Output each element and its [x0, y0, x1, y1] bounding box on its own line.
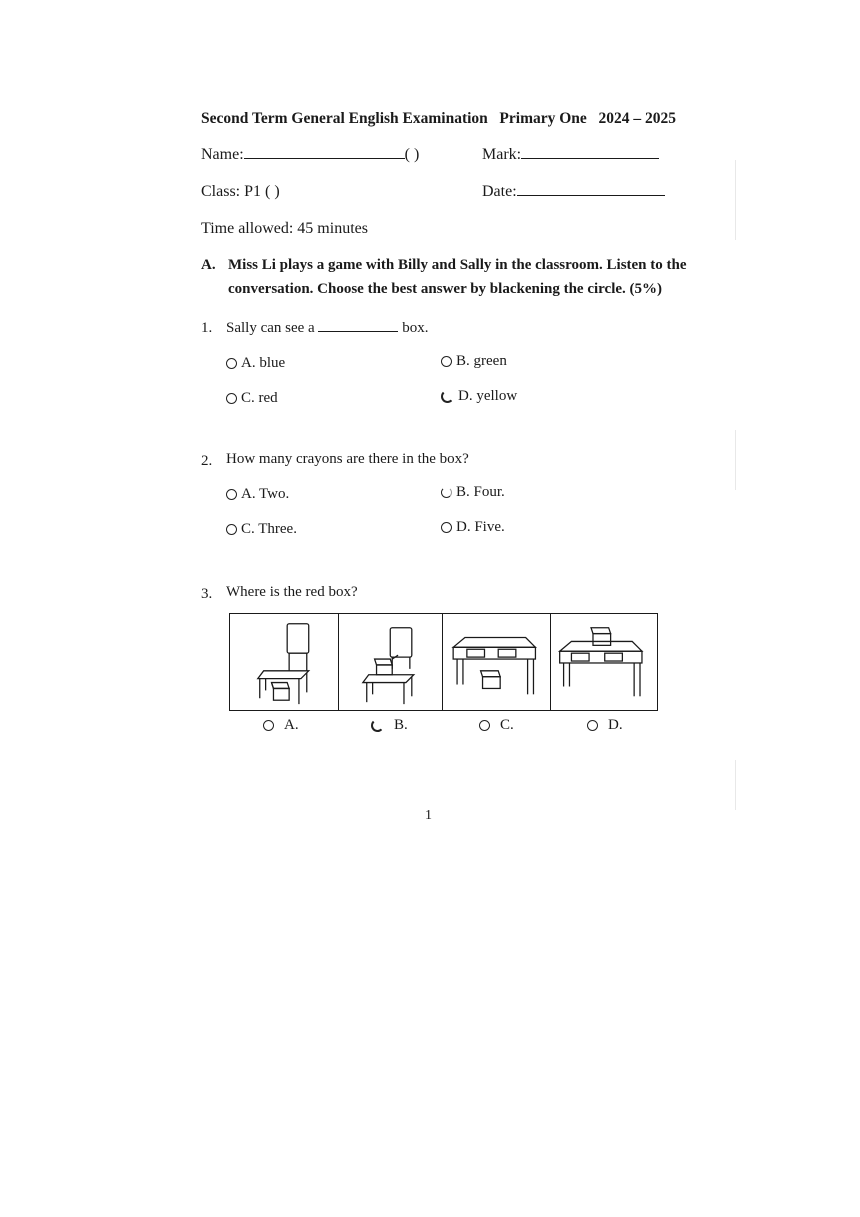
q1-option-d[interactable]: D. yellow [441, 388, 517, 405]
section-a-letter: A. [201, 257, 216, 273]
answer-circle[interactable] [226, 489, 237, 500]
q1-option-a[interactable]: A. blue [226, 355, 285, 372]
answer-circle[interactable] [226, 524, 237, 535]
answer-circle[interactable] [226, 393, 237, 404]
q2-option-c[interactable]: C. Three. [226, 521, 297, 538]
mark-field[interactable] [482, 146, 659, 164]
name-field[interactable] [201, 146, 419, 164]
q3-picture-c [443, 614, 551, 710]
desk-box-under-icon [443, 614, 550, 710]
scan-artifact [735, 760, 736, 810]
answer-circle-partial[interactable] [441, 487, 452, 498]
class-label: Class: P1 ( ) [201, 183, 280, 200]
date-field[interactable] [482, 183, 665, 201]
q3-option-c[interactable]: C. [479, 717, 514, 734]
q3-picture-row [229, 613, 658, 711]
scan-artifact [735, 430, 736, 490]
q1-option-b[interactable]: B. green [441, 353, 507, 370]
q3-picture-d [551, 614, 658, 710]
date-label: Date: [482, 183, 517, 200]
q1-number: 1. [201, 320, 213, 336]
date-blank[interactable] [517, 195, 665, 196]
q3-number: 3. [201, 586, 213, 602]
chair-box-on-icon [339, 614, 442, 710]
q2-text: How many crayons are there in the box? [226, 451, 469, 467]
class-field[interactable] [201, 183, 280, 201]
q2-number: 2. [201, 453, 213, 469]
scan-artifact [735, 160, 736, 240]
page-number: 1 [425, 808, 432, 823]
name-label: Name: [201, 146, 244, 163]
answer-circle[interactable] [263, 720, 274, 731]
class-number-paren[interactable]: ( ) [404, 146, 420, 163]
answer-circle[interactable] [226, 358, 237, 369]
q3-option-d[interactable]: D. [587, 717, 623, 734]
q3-option-a[interactable]: A. [263, 717, 299, 734]
mark-blank[interactable] [521, 158, 659, 159]
name-blank[interactable] [244, 158, 405, 159]
q2-option-a[interactable]: A. Two. [226, 486, 289, 503]
mark-label: Mark: [482, 146, 522, 163]
answer-circle[interactable] [479, 720, 490, 731]
section-a-line2: conversation. Choose the best answer by blackening the circle. (5%) [228, 281, 663, 297]
q1-option-c[interactable]: C. red [226, 390, 278, 407]
answer-circle-partial[interactable] [371, 719, 384, 732]
q3-option-b[interactable]: B. [371, 717, 408, 734]
chair-box-under-icon [230, 614, 338, 710]
answer-circle[interactable] [441, 522, 452, 533]
exam-year: 2024 – 2025 [598, 110, 676, 127]
q2-option-b[interactable]: B. Four. [441, 484, 505, 501]
answer-circle[interactable] [587, 720, 598, 731]
answer-circle[interactable] [441, 356, 452, 367]
section-a-line1: Miss Li plays a game with Billy and Sally in the classroom. Listen to the [228, 257, 687, 273]
q1-blank [318, 331, 398, 332]
answer-circle-partial[interactable] [441, 390, 454, 403]
q2-option-d[interactable]: D. Five. [441, 519, 505, 536]
desk-box-on-icon [551, 614, 658, 710]
exam-level: Primary One [499, 110, 587, 127]
q3-picture-a [230, 614, 339, 710]
exam-title: Second Term General English Examination Primary One 2024 – 2025 [201, 110, 676, 127]
time-allowed: Time allowed: 45 minutes [201, 220, 368, 237]
q3-picture-b [339, 614, 443, 710]
q3-text: Where is the red box? [226, 584, 358, 600]
q1-text: Sally can see a box. [226, 320, 429, 336]
